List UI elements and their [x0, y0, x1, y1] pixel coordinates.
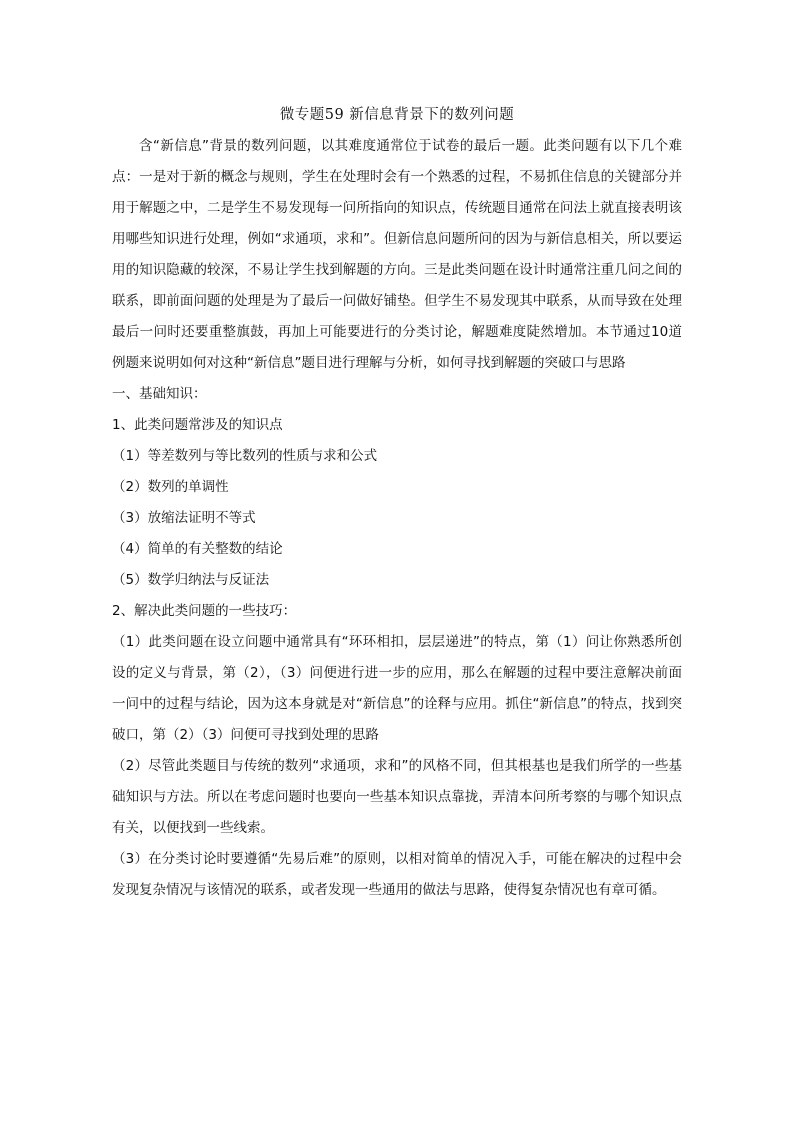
list-item: （4）简单的有关整数的结论 — [112, 541, 283, 557]
technique-paragraph: （3）在分类讨论时要遵循“先易后难”的原则，以相对简单的情况入手，可能在解决的过程中会发现复杂情况与该情况的联系，或者发现一些通用的做法与思路，使得复杂情况也有章可循。 — [112, 851, 682, 898]
page-title: 微专题59 新信息背景下的数列问题 — [279, 107, 515, 123]
list-item: （1）等差数列与等比数列的性质与求和公式 — [112, 448, 378, 464]
technique-paragraph: （1）此类问题在设立问题中通常具有“环环相扣，层层递进”的特点，第（1）问让你熟悉所创设的定义与背景，第（2），（3）问便进行进一步的应用，那么在解题的过程中要注意解决前面一问中的过程与结论，因为这本身就是对“新信息”的诠释与应用。抓住“新信息”的特点，找到突破口，第（2）（3）问便可寻找到处理的思路 — [112, 634, 682, 743]
technique-paragraph: （2）尽管此类题目与传统的数列“求通项，求和”的风格不同，但其根基也是我们所学的一些基础知识与方法。所以在考虑问题时也要向一些基本知识点靠拢，弄清本问所考察的与哪个知识点有关，以便找到一些线索。 — [112, 758, 682, 836]
section-heading-basics: 一、基础知识： — [112, 386, 207, 402]
subheading-knowledge-points: 1、此类问题常涉及的知识点 — [112, 417, 283, 433]
list-item: （2）数列的单调性 — [112, 479, 229, 495]
document-body — [112, 100, 682, 906]
list-item: （5）数学归纳法与反证法 — [112, 572, 270, 588]
list-item: （3）放缩法证明不等式 — [112, 510, 256, 526]
intro-paragraph: 含“新信息”背景的数列问题，以其难度通常位于试卷的最后一题。此类问题有以下几个难点：一是对于新的概念与规则，学生在处理时会有一个熟悉的过程，不易抓住信息的关键部分并用于解题之中，二是学生不易发现每一问所指向的知识点，传统题目通常在问法上就直接表明该用哪些知识进行处理，例如“求通项，求和”。但新信息问题所问的因为与新信息相关，所以要运用的知识隐藏的较深，不易让学生找到解题的方向。三是此类问题在设计时通常注重几问之间的联系，即前面问题的处理是为了最后一问做好铺垫。但学生不易发现其中联系，从而导致在处理最后一问时还要重整旗鼓，再加上可能要进行的分类讨论，解题难度陡然增加。本节通过10道例题来说明如何对这种“新信息”题目进行理解与分析，如何寻找到解题的突破口与思路 — [112, 138, 682, 371]
subheading-techniques: 2、解决此类问题的一些技巧： — [112, 603, 297, 619]
